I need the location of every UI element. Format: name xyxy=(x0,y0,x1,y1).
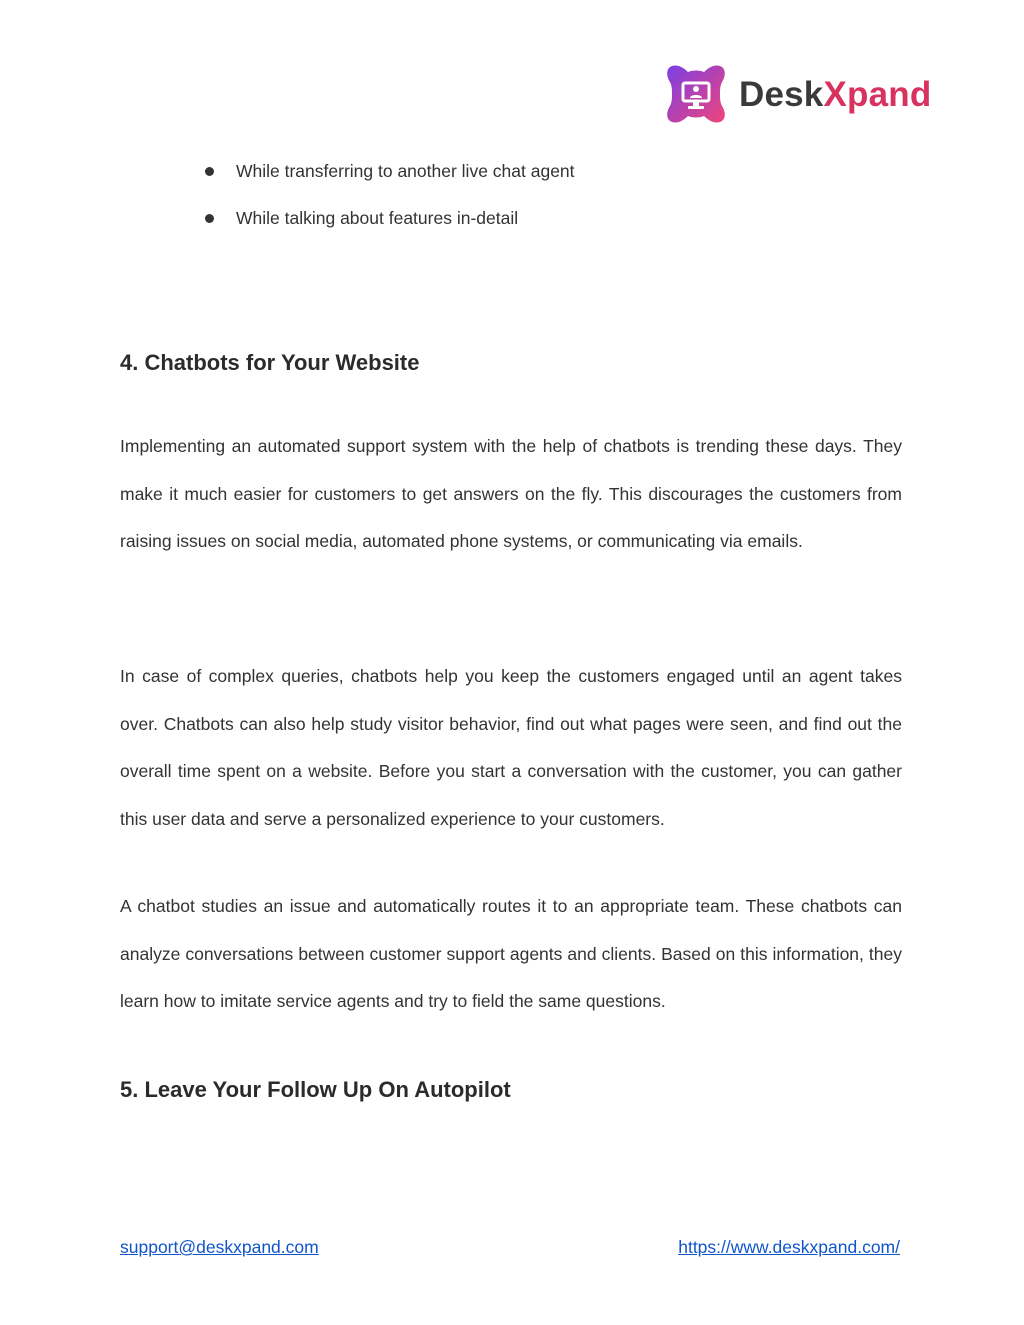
paragraph: A chatbot studies an issue and automatically routes it to an appropriate team. These chatbots can analyze conversations between customer support agents and clients. Based on this information, they learn how to imitate service agents and try to field the same questions. xyxy=(120,896,902,1011)
brand-logo xyxy=(664,61,931,127)
brand-name-part2: Xpand xyxy=(823,74,932,114)
footer-website-link[interactable]: https://www.deskxpand.com/ xyxy=(678,1237,900,1257)
bullet-dot-icon xyxy=(205,167,214,176)
list-item xyxy=(205,204,575,234)
brand-wordmark xyxy=(739,74,932,114)
section-heading-chatbots: 4. Chatbots for Your Website xyxy=(120,350,420,375)
list-item-text: While transferring to another live chat agent xyxy=(236,160,575,181)
paragraph: In case of complex queries, chatbots help you keep the customers engaged until an agent takes over. Chatbots can also help study visitor behavior, find out what pages were seen, and find out the overall time spent on a website. Before you start a conversation with the customer, you can gather this user data and serve a personalized experience to your customers. xyxy=(120,666,902,829)
list-item-text: While talking about features in-detail xyxy=(236,208,519,228)
footer-email-link[interactable]: support@deskxpand.com xyxy=(120,1237,319,1257)
paragraph: Implementing an automated support system with the help of chatbots is trending these days. They make it much easier for customers to get answers on the fly. This discourages the customers from raising issues on social media, automated phone systems, or communicating via emails. xyxy=(120,436,902,551)
bullet-dot-icon xyxy=(205,214,214,223)
deskxpand-logo-icon xyxy=(664,62,728,126)
bullet-list xyxy=(205,156,575,251)
brand-name-part1: Desk xyxy=(739,74,824,114)
section-heading-follow-up: 5. Leave Your Follow Up On Autopilot xyxy=(120,1077,511,1102)
list-item xyxy=(205,156,575,186)
